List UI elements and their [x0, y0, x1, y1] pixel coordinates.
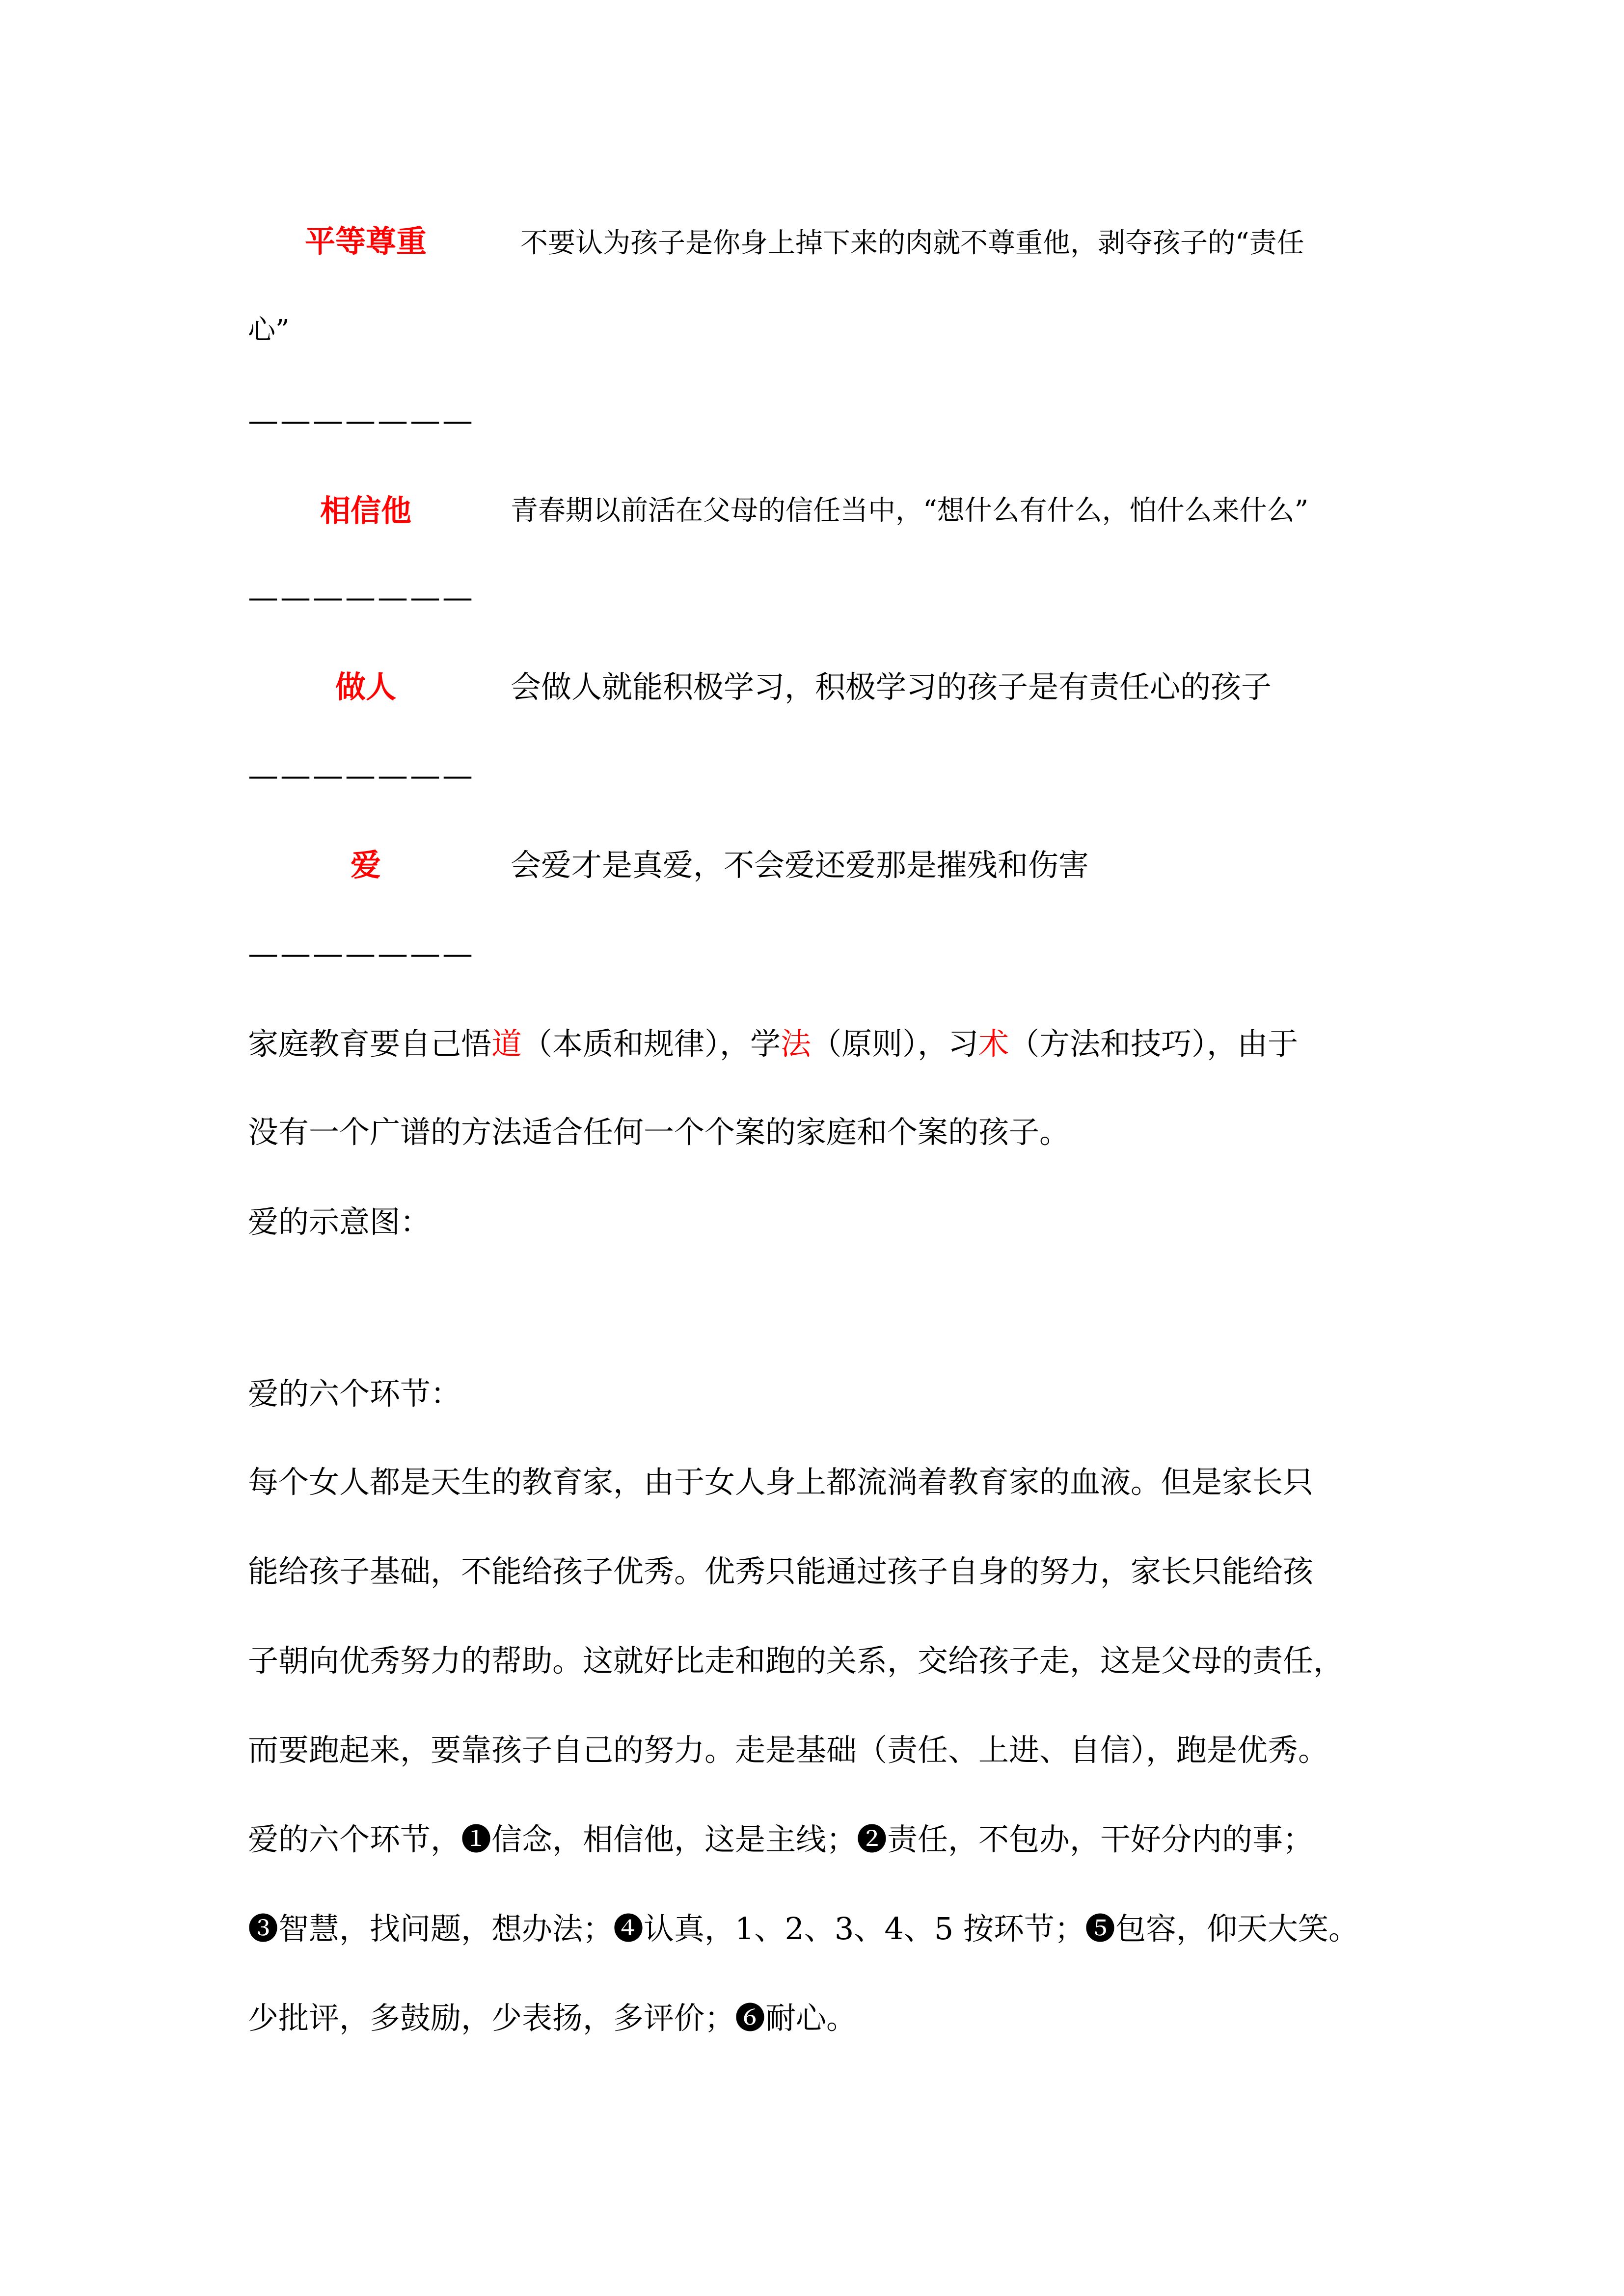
- body-line: 能给孩子基础，不能给孩子优秀。优秀只能通过孩子自身的努力，家长只能给孩: [248, 1553, 1314, 1589]
- body-line: 每个女人都是天生的教育家，由于女人身上都流淌着教育家的血液。但是家长只: [248, 1464, 1314, 1500]
- term-equal-respect-desc: 不要认为孩子是你身上掉下来的肉就不尊重他，剥夺孩子的“责任: [520, 227, 1304, 259]
- divider: ———————: [248, 935, 475, 971]
- term-be-a-person-desc: 会做人就能积极学习，积极学习的孩子是有责任心的孩子: [511, 669, 1272, 705]
- term-love-desc: 会爱才是真爱，不会爱还爱那是摧残和伤害: [511, 847, 1089, 883]
- keyword-fa: 法: [781, 1026, 812, 1062]
- term-love: 爱: [350, 847, 381, 883]
- term-trust-him-desc: 青春期以前活在父母的信任当中，“想什么有什么，怕什么来什么”: [511, 495, 1309, 527]
- love-diagram-label: 爱的示意图：: [248, 1204, 431, 1240]
- body-line: ❸智慧，找问题，想办法；❹认真，1、2、3、4、5 按环节；❺包容，仰天大笑。: [248, 1911, 1359, 1947]
- body-line: 少批评，多鼓励，少表扬，多评价；❻耐心。: [248, 2000, 857, 2036]
- keyword-dao: 道: [491, 1026, 522, 1062]
- education-paragraph-line2: 没有一个广谱的方法适合任何一个个案的家庭和个案的孩子。: [248, 1114, 1070, 1150]
- term-equal-respect-desc-cont: 心”: [248, 314, 290, 346]
- divider: ———————: [248, 579, 475, 615]
- term-equal-respect: 平等尊重: [304, 223, 427, 259]
- divider: ———————: [248, 757, 475, 793]
- body-line: 子朝向优秀努力的帮助。这就好比走和跑的关系，交给孩子走，这是父母的责任，: [248, 1643, 1344, 1679]
- body-line: 爱的六个环节，❶信念，相信他，这是主线；❷责任，不包办，干好分内的事；: [248, 1821, 1314, 1857]
- keyword-shu: 术: [978, 1026, 1009, 1062]
- term-be-a-person: 做人: [335, 669, 396, 705]
- education-paragraph-line1: 家庭教育要自己悟道（本质和规律），学法（原则），习术（方法和技巧），由于: [248, 1026, 1299, 1062]
- term-trust-him: 相信他: [320, 493, 411, 529]
- divider: ———————: [248, 402, 475, 438]
- body-line: 而要跑起来，要靠孩子自己的努力。走是基础（责任、上进、自信），跑是优秀。: [248, 1732, 1329, 1768]
- six-links-heading: 爱的六个环节：: [248, 1376, 461, 1412]
